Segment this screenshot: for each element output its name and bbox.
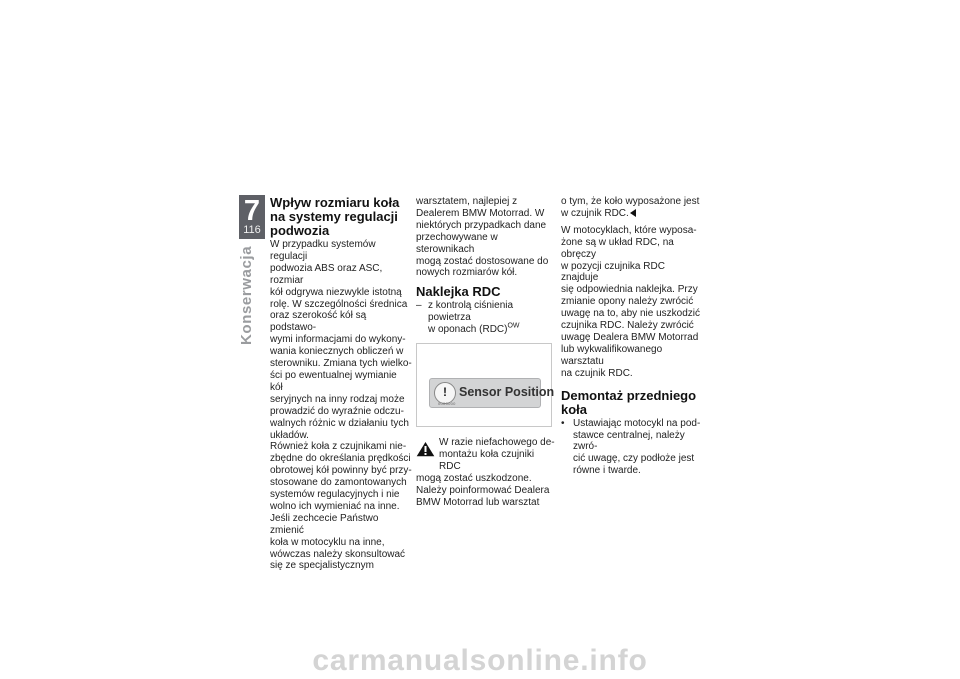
heading-rdc-sticker: Naklejka RDC [416,284,501,300]
paragraph-wheel-size-2: Również koła z czujnikami nie- zbędne do określania prędkości obrotowej kół powinny być przy- stosowane do zamontowanych systemów regulacyjnych i nie wolno ich wymieniać na inne. [270,441,412,512]
column-3 [561,196,703,477]
warning-text-lead: W razie niefachowego de- montażu koła czujniki RDC [439,437,555,472]
warning-note [416,437,558,508]
chapter-number: 7 [243,195,261,227]
superscript-ow: OW [507,322,520,330]
watermark: carmanualsonline.info [312,644,648,677]
list-item-rdc [416,300,558,336]
page-number: 116 [243,224,261,236]
bullet-mark: • [561,417,565,429]
bullet-item [561,418,703,478]
heading-wheel-size: Wpływ rozmiaru koła na systemy regulacji podwozia [270,195,400,238]
column-1 [270,196,412,572]
sensor-position-sticker [429,378,555,408]
rdc-sticker-figure [416,343,555,427]
dash-mark: – [416,300,422,312]
paragraph-wheel-size-1: W przypadku systemów regulacji podwozia ABS oraz ASC, rozmiar kół odgrywa niezwykle istotną rolę. W szczególności średnica oraz szerokość kół są podstawo- wymi informacjami do wykony- wania koniecznych obliczeń w sterowniku. Zmiana tych wielko- ści po ewentualnej wymianie kół seryjnych na inny rodzaj może prowadzić do wyraźnie odczu- walnych różnic w działaniu tych układów. [270,239,412,441]
end-of-section-icon [630,209,636,217]
section-label: Konserwacja [238,245,255,345]
paragraph-workshop: warsztatem, najlepiej z Dealerem BMW Motorrad. W niektórych przypadkach dane przechowywane w sterownikach mogą zostać dostosowane do nowych rozmiarów kół. [416,196,549,279]
bullet-text: Ustawiając motocykl na pod- stawce centralnej, należy zwró- cić uwagę, czy podłoże jest równe i twarde. [573,417,701,477]
paragraph-wheel-size-3: Jeśli zechcecie Państwo zmienić koła w motocyklu na inne, wówczas należy skonsultować się ze specjalistycznym [270,512,406,572]
warning-circle-icon: ! [434,382,456,404]
sticker-text: Sensor Position [459,385,555,400]
paragraph-sensor-info: o tym, że koło wyposażone jest w czujnik RDC. [561,196,700,219]
list-item-text: z kontrolą ciśnienia powietrza w oponach (RDC)$^{OW}$ [428,300,520,336]
warning-text-rest: mogą zostać uszkodzone. Należy poinformować Dealera BMW Motorrad lub warsztat [416,472,550,508]
chapter-tab [239,195,265,239]
column-2 [416,196,558,509]
paragraph-rdc-sticker: W motocyklach, które wyposa- żone są w układ RDC, na obręczy w pozycji czujnika RDC znajduje się odpowiednia naklejka. Przy zmianie opony należy zwrócić uwagę na to, aby nie uszkodzić czujnika RDC. Należy zwrócić uwagę Dealera BMW Motorrad lub wykwalifikowanego warsztatu na czujnik RDC. [561,224,700,379]
heading-front-wheel-removal: Demontaż przedniego koła [561,387,697,417]
sticker-code: 0000000 [438,401,456,407]
warning-triangle-icon [416,441,435,457]
